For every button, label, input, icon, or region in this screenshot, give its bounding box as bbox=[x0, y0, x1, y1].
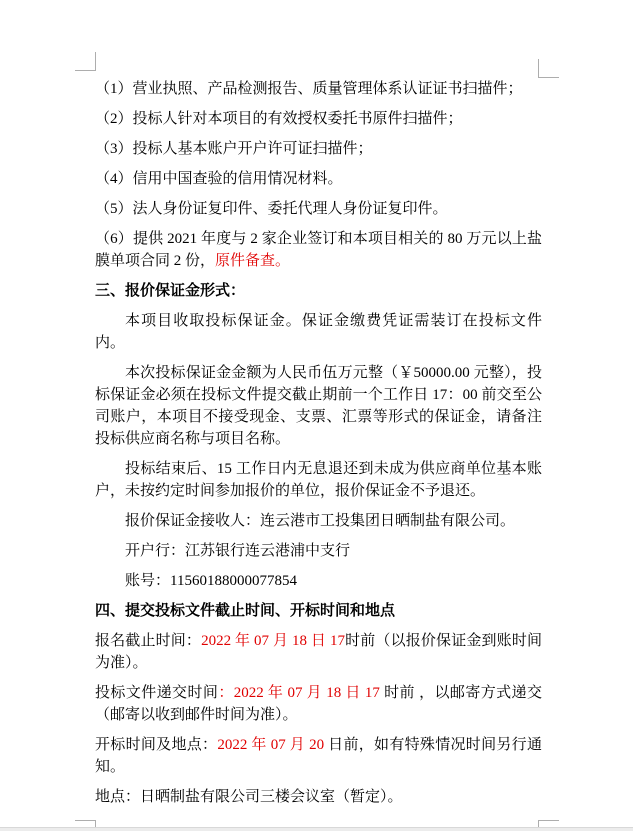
text-boundary-mark-top-left bbox=[75, 52, 96, 71]
text-run: （3）投标人基本账户开户许可证扫描件； bbox=[95, 141, 373, 157]
paragraph bbox=[95, 198, 542, 220]
paragraph bbox=[95, 682, 542, 726]
paragraph bbox=[95, 600, 542, 622]
text-run: 时前 ，以邮寄方式递交（邮寄以收到邮件时间为准）。 bbox=[95, 685, 542, 723]
text-run: （5）法人身份证复印件、委托代理人身份证复印件。 bbox=[95, 201, 448, 217]
text-run: 三、报价保证金形式： bbox=[95, 283, 246, 299]
paragraph bbox=[95, 630, 542, 674]
text-run: 时前（以报价保证金到账时间为准）。 bbox=[95, 633, 542, 671]
text-run: 本次投标保证金金额为人民币伍万元整（￥50000.00 元整），投标保证金必须在投标文件提交截止期前一个工作日 17：00 前交至公司账户，本项目不接受现金、支票、汇票等形式的保证金，请备注投标供应商名称与项目名称。 bbox=[95, 365, 542, 447]
text-run: 账号：11560188000077854 bbox=[125, 573, 297, 589]
paragraph bbox=[95, 310, 542, 354]
text-run: 本项目收取投标保证金。保证金缴费凭证需装订在投标文件内。 bbox=[95, 313, 542, 351]
red-text-run: 2022 年 07 月 18 日 17 bbox=[201, 633, 345, 649]
paragraph bbox=[95, 138, 542, 160]
paragraph bbox=[95, 734, 542, 778]
page-edge-strip bbox=[0, 827, 633, 831]
text-run: （2）投标人针对本项目的有效授权委托书原件扫描件； bbox=[95, 111, 463, 127]
text-run: 报价保证金接收人：连云港市工投集团日晒制盐有限公司。 bbox=[125, 513, 516, 529]
paragraph bbox=[95, 570, 542, 592]
paragraph bbox=[95, 510, 542, 532]
text-boundary-mark-top-right bbox=[538, 59, 559, 78]
paragraph bbox=[95, 108, 542, 130]
paragraph bbox=[95, 786, 542, 808]
paragraph bbox=[95, 280, 542, 302]
paragraph bbox=[95, 228, 542, 272]
paragraph bbox=[95, 78, 542, 100]
text-run: （4）信用中国查验的信用情况材料。 bbox=[95, 171, 343, 187]
text-run: （1）营业执照、产品检测报告、质量管理体系认证证书扫描件； bbox=[95, 81, 523, 97]
text-run: 地点：日晒制盐有限公司三楼会议室（暂定）。 bbox=[95, 789, 403, 805]
text-run: 开户行：江苏银行连云港浦中支行 bbox=[125, 543, 351, 559]
paragraph bbox=[95, 362, 542, 450]
text-run: 报名截止时间： bbox=[95, 633, 202, 649]
red-text-run: 2022 年 07 月 20 bbox=[217, 737, 325, 753]
paragraph bbox=[95, 458, 542, 502]
paragraph bbox=[95, 168, 542, 190]
text-run: 四、提交投标文件截止时间、开标时间和地点 bbox=[95, 603, 396, 619]
text-run: 投标文件递交时间 bbox=[95, 685, 219, 701]
text-run: 日前，如有特殊情况时间另行通知。 bbox=[95, 737, 542, 775]
red-text-run: 原件备查。 bbox=[215, 253, 291, 269]
red-text-run: ：2022 年 07 月 18 日 17 bbox=[218, 685, 380, 701]
text-run: 投标结束后、15 工作日内无息退还到未成为供应商单位基本账户，未按约定时间参加报价的单位，报价保证金不予退还。 bbox=[95, 461, 542, 499]
text-run: （6）提供 2021 年度与 2 家企业签订和本项目相关的 80 万元以上盐膜单项合同 2 份， bbox=[95, 231, 542, 269]
document-body bbox=[95, 78, 542, 816]
paragraph bbox=[95, 540, 542, 562]
text-run: 开标时间及地点： bbox=[95, 737, 218, 753]
